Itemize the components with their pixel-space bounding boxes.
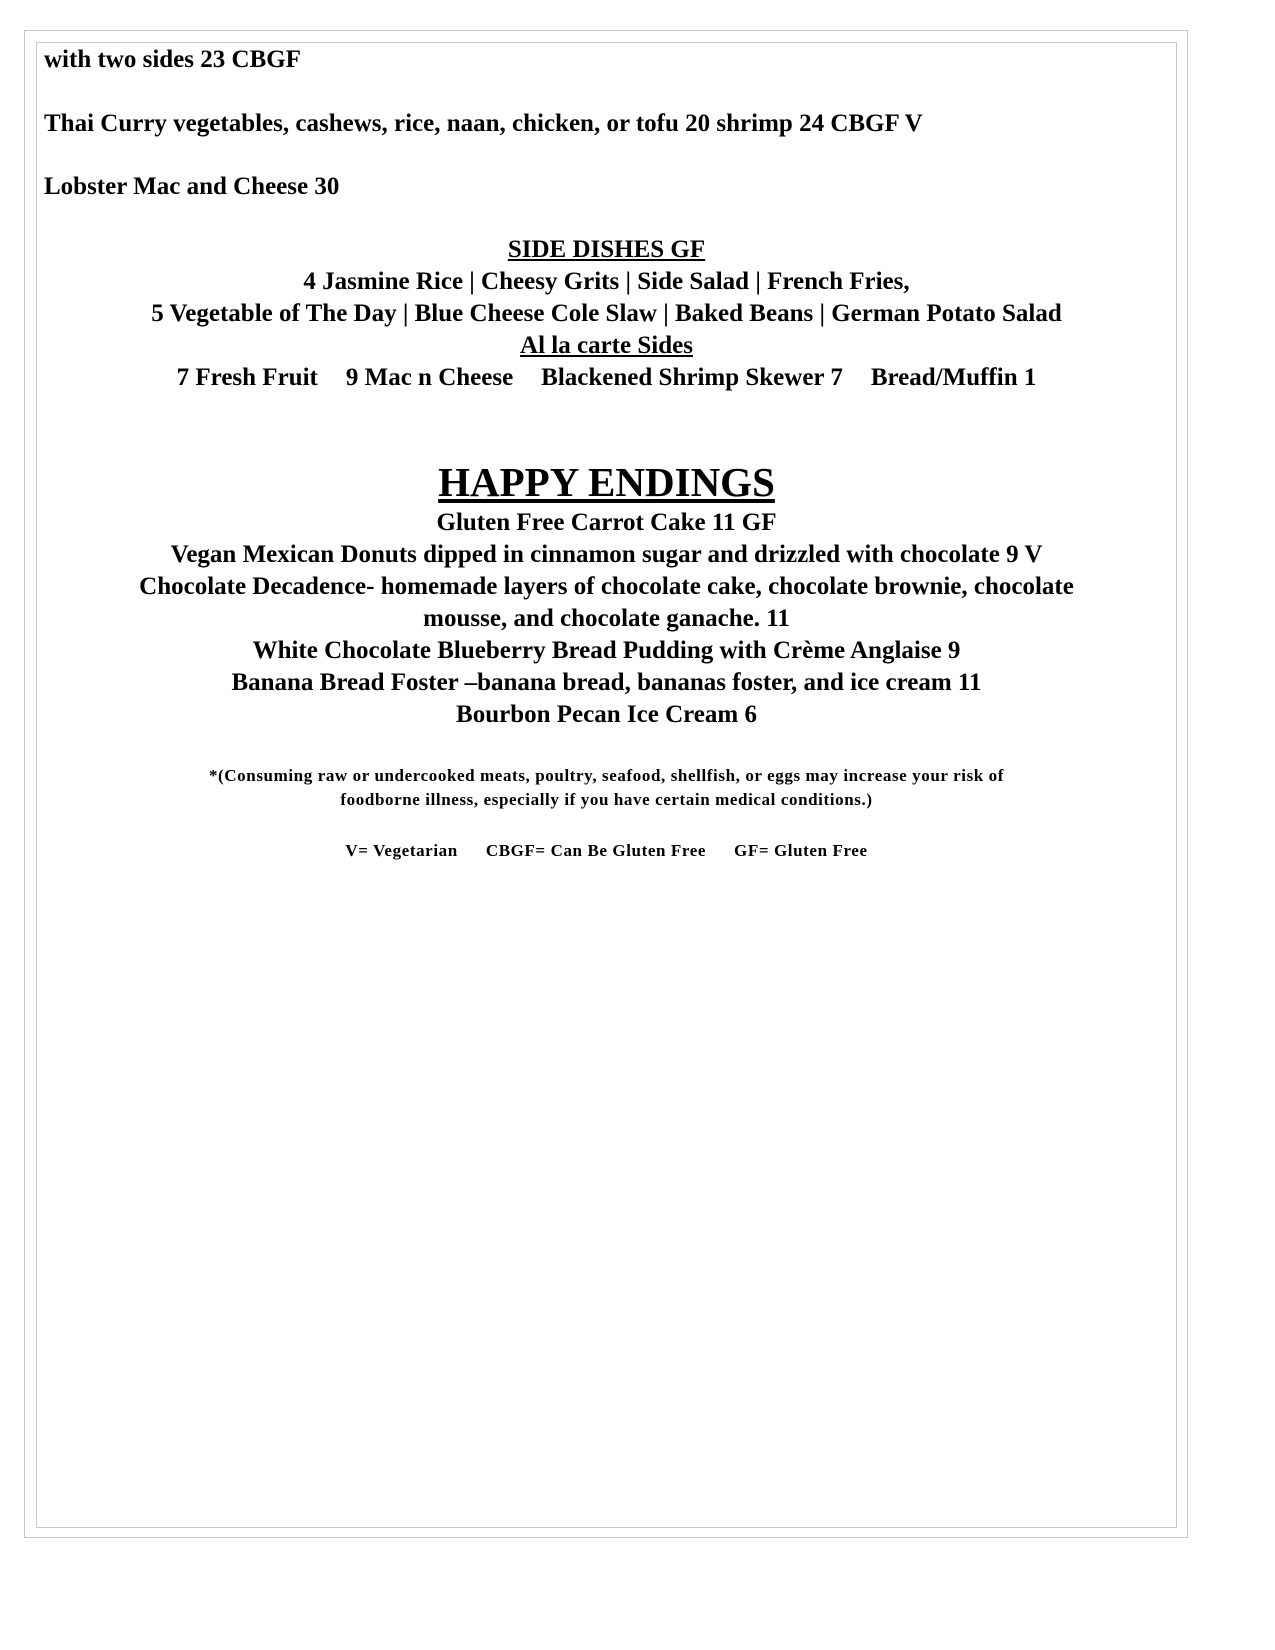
legend	[36, 839, 1177, 863]
legend-item: GF= Gluten Free	[734, 841, 868, 860]
side-dishes-line: 4 Jasmine Rice | Cheesy Grits | Side Salad | French Fries,	[303, 268, 910, 295]
desserts-title: HAPPY ENDINGS	[438, 459, 775, 505]
disclaimer-line: foodborne illness, especially if you have certain medical conditions.)	[340, 790, 873, 809]
ala-carte-item: 9 Mac n Cheese	[345, 364, 514, 391]
entree-line: Lobster Mac and Cheese 30	[44, 173, 340, 200]
ala-carte-title: Al la carte Sides	[520, 332, 693, 359]
side-dishes-title: SIDE DISHES GF	[507, 236, 706, 263]
dessert-line: Bourbon Pecan Ice Cream 6	[456, 701, 757, 728]
disclaimer-line: *(Consuming raw or undercooked meats, poultry, seafood, shellfish, or eggs may increase your risk of	[208, 766, 1005, 785]
ala-carte-item: Blackened Shrimp Skewer 7	[541, 364, 843, 391]
dessert-line: Chocolate Decadence- homemade layers of chocolate cake, chocolate brownie, chocolate	[139, 573, 1074, 600]
ala-carte-items	[36, 363, 1177, 393]
dessert-line: mousse, and chocolate ganache. 11	[423, 605, 790, 632]
dessert-line: Vegan Mexican Donuts dipped in cinnamon sugar and drizzled with chocolate 9 V	[170, 541, 1043, 568]
legend-item: V= Vegetarian	[345, 841, 458, 860]
entree-line: with two sides 23 CBGF	[44, 46, 301, 73]
legend-item: CBGF= Can Be Gluten Free	[485, 841, 707, 860]
dessert-line: White Chocolate Blueberry Bread Pudding with Crème Anglaise 9	[252, 637, 961, 664]
dessert-line: Gluten Free Carrot Cake 11 GF	[436, 509, 777, 536]
ala-carte-item: 7 Fresh Fruit	[176, 364, 318, 391]
ala-carte-item: Bread/Muffin 1	[870, 364, 1037, 391]
dessert-line: Banana Bread Foster –banana bread, bananas foster, and ice cream 11	[231, 669, 982, 696]
entree-line: Thai Curry vegetables, cashews, rice, naan, chicken, or tofu 20 shrimp 24 CBGF V	[44, 110, 923, 137]
side-dishes-line: 5 Vegetable of The Day | Blue Cheese Cole Slaw | Baked Beans | German Potato Salad	[151, 300, 1062, 327]
